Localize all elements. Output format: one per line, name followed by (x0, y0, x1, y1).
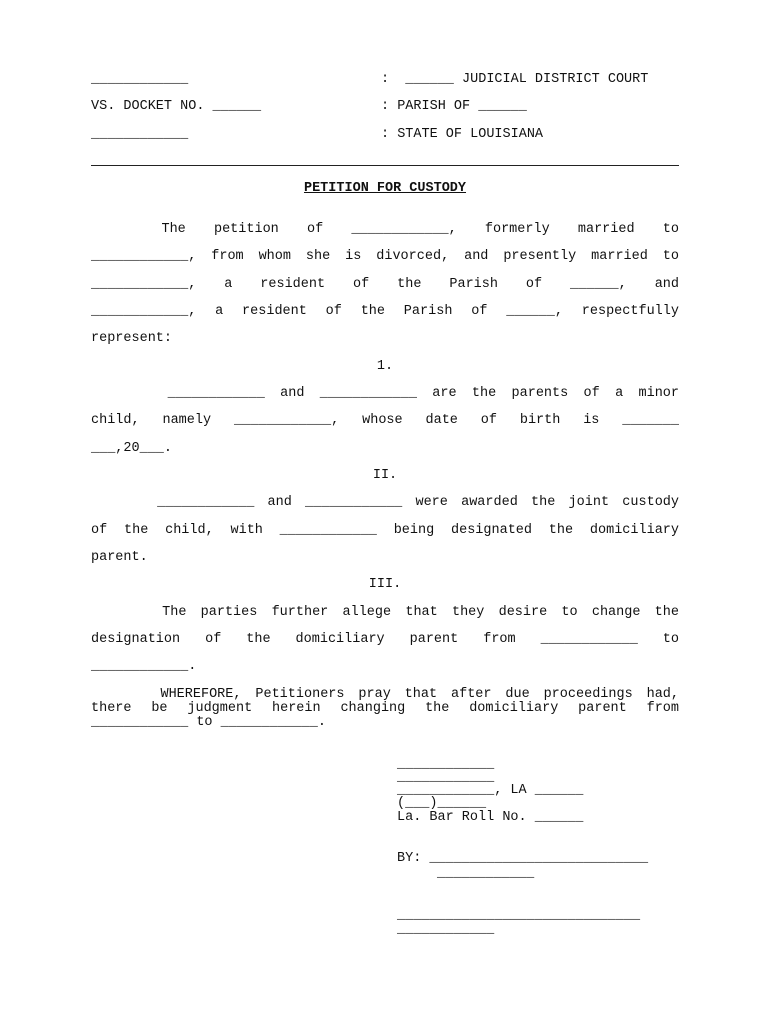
section-line: of the child, with ____________ being designated the domiciliary (91, 523, 679, 538)
section-heading: 1. (376, 359, 394, 374)
signature-line: ______________________________ (397, 908, 641, 923)
section-line: ___,20___. (91, 441, 173, 456)
section-line: designation of the domiciliary parent from ____________ to (91, 632, 679, 647)
document-title: PETITION FOR CUSTODY (303, 181, 467, 196)
caption-parish: : PARISH OF ______ (381, 99, 527, 114)
by-signature-line: BY: ___________________________ (397, 851, 649, 866)
wherefore-line: ____________ to ____________. (91, 715, 326, 730)
attorney-name-blank: ____________ (397, 757, 495, 772)
section-line: child, namely ____________, whose date of birth is _______ (91, 413, 679, 428)
intro-line: ____________, a resident of the Parish of ______, respectfully (91, 304, 679, 319)
caption-defendant-blank: ____________ (91, 127, 189, 142)
by-signature-subline: ____________ (437, 866, 535, 881)
attorney-city-blank: ____________, LA ______ (397, 783, 584, 798)
caption-plaintiff-blank: ____________ (91, 72, 189, 87)
section-line: ____________ and ____________ were awarded the joint custody (91, 495, 679, 510)
section-line: The parties further allege that they desire to change the (91, 605, 679, 620)
attorney-phone-blank: (___)______ (397, 796, 487, 811)
intro-line: ____________, a resident of the Parish of ______, and (91, 277, 679, 292)
section-heading: II. (372, 468, 398, 483)
wherefore-line: WHEREFORE, Petitioners pray that after due proceedings had, (91, 687, 679, 702)
caption-divider (91, 165, 679, 166)
section-line: ____________. (91, 659, 197, 674)
caption-court: : ______ JUDICIAL DISTRICT COURT (381, 72, 649, 87)
attorney-address-blank: ____________ (397, 770, 495, 785)
caption-state: : STATE OF LOUISIANA (381, 127, 544, 142)
section-heading: III. (368, 577, 402, 592)
bar-roll-number: La. Bar Roll No. ______ (397, 810, 584, 825)
signature-subline: ____________ (397, 922, 495, 937)
intro-line: ____________, from whom she is divorced, and presently married to (91, 249, 679, 264)
wherefore-line: there be judgment herein changing the domiciliary parent from (91, 701, 679, 716)
intro-line: The petition of ____________, formerly married to (91, 222, 679, 237)
caption-docket: VS. DOCKET NO. ______ (91, 99, 262, 114)
intro-line: represent: (91, 331, 173, 346)
section-line: parent. (91, 550, 148, 565)
section-line: ____________ and ____________ are the parents of a minor (91, 386, 679, 401)
